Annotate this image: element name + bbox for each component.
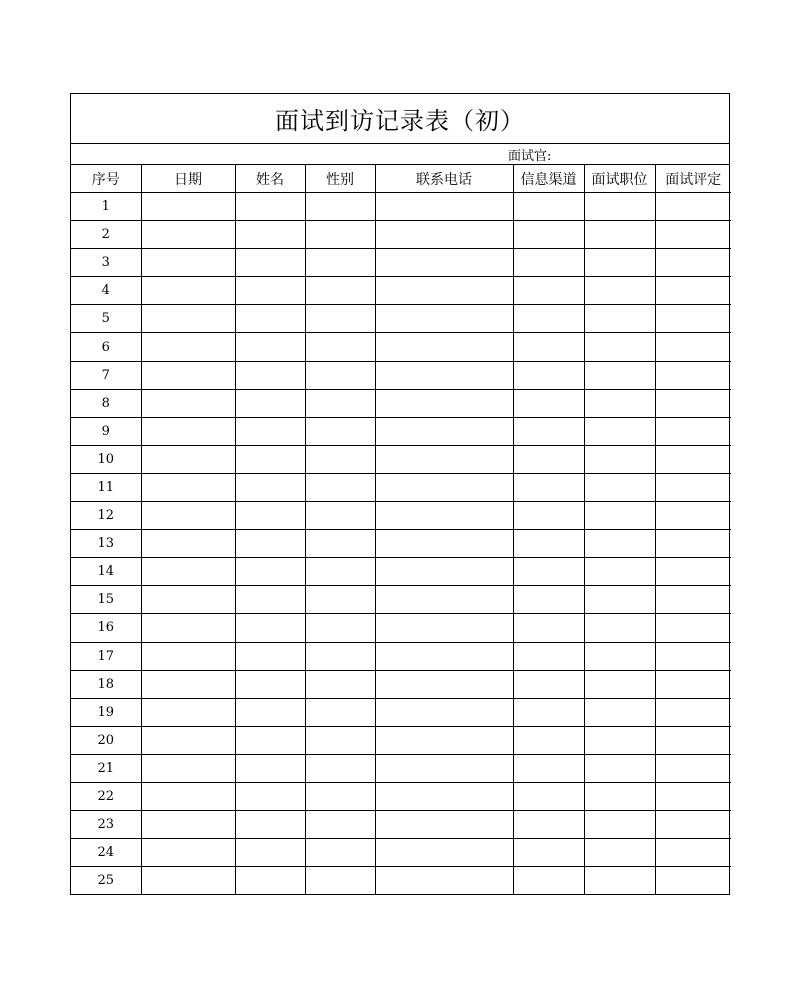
evaluation-cell[interactable] — [655, 389, 731, 417]
row-number: 8 — [71, 389, 141, 417]
date-cell[interactable] — [141, 530, 235, 558]
channel-cell[interactable] — [513, 502, 584, 530]
evaluation-cell[interactable] — [655, 333, 731, 361]
channel-cell[interactable] — [513, 754, 584, 782]
channel-cell[interactable] — [513, 698, 584, 726]
row-number: 14 — [71, 558, 141, 586]
channel-cell[interactable] — [513, 277, 584, 305]
table-row — [71, 558, 731, 586]
row-number: 24 — [71, 839, 141, 867]
gender-cell[interactable] — [305, 782, 375, 810]
date-cell[interactable] — [141, 305, 235, 333]
interview-record-sheet — [70, 93, 730, 895]
row-number: 3 — [71, 249, 141, 277]
channel-cell[interactable] — [513, 445, 584, 473]
position-cell[interactable] — [584, 361, 655, 389]
position-cell[interactable] — [584, 445, 655, 473]
row-number: 19 — [71, 698, 141, 726]
position-cell[interactable] — [584, 839, 655, 867]
position-cell[interactable] — [584, 698, 655, 726]
sheet-title: 面试到访记录表（初） — [71, 94, 729, 144]
evaluation-cell[interactable] — [655, 642, 731, 670]
channel-cell[interactable] — [513, 586, 584, 614]
name-cell[interactable] — [235, 558, 305, 586]
evaluation-cell[interactable] — [655, 811, 731, 839]
name-cell[interactable] — [235, 586, 305, 614]
row-number: 20 — [71, 726, 141, 754]
evaluation-cell[interactable] — [655, 726, 731, 754]
date-cell[interactable] — [141, 726, 235, 754]
phone-cell[interactable] — [375, 839, 513, 867]
date-cell[interactable] — [141, 277, 235, 305]
phone-cell[interactable] — [375, 726, 513, 754]
evaluation-cell[interactable] — [655, 473, 731, 501]
record-table — [71, 165, 731, 894]
gender-cell[interactable] — [305, 530, 375, 558]
channel-cell[interactable] — [513, 530, 584, 558]
row-number: 9 — [71, 417, 141, 445]
row-number: 18 — [71, 670, 141, 698]
phone-cell[interactable] — [375, 221, 513, 249]
phone-cell[interactable] — [375, 473, 513, 501]
evaluation-cell[interactable] — [655, 586, 731, 614]
name-cell[interactable] — [235, 754, 305, 782]
table-row — [71, 811, 731, 839]
channel-cell[interactable] — [513, 249, 584, 277]
table-row — [71, 839, 731, 867]
gender-cell[interactable] — [305, 642, 375, 670]
position-cell[interactable] — [584, 277, 655, 305]
date-cell[interactable] — [141, 502, 235, 530]
gender-cell[interactable] — [305, 305, 375, 333]
phone-cell[interactable] — [375, 558, 513, 586]
table-row — [71, 726, 731, 754]
position-cell[interactable] — [584, 670, 655, 698]
row-number: 12 — [71, 502, 141, 530]
table-row — [71, 333, 731, 361]
position-cell[interactable] — [584, 867, 655, 895]
row-number: 23 — [71, 811, 141, 839]
date-cell[interactable] — [141, 473, 235, 501]
date-cell[interactable] — [141, 754, 235, 782]
table-row — [71, 670, 731, 698]
phone-cell[interactable] — [375, 193, 513, 221]
table-row — [71, 249, 731, 277]
name-cell[interactable] — [235, 698, 305, 726]
evaluation-cell[interactable] — [655, 754, 731, 782]
position-cell[interactable] — [584, 193, 655, 221]
channel-cell[interactable] — [513, 361, 584, 389]
gender-cell[interactable] — [305, 698, 375, 726]
header-serial: 序号 — [71, 165, 141, 193]
header-phone: 联系电话 — [375, 165, 513, 193]
table-row — [71, 586, 731, 614]
channel-cell[interactable] — [513, 670, 584, 698]
name-cell[interactable] — [235, 726, 305, 754]
position-cell[interactable] — [584, 782, 655, 810]
header-date: 日期 — [141, 165, 235, 193]
table-row — [71, 193, 731, 221]
table-row — [71, 782, 731, 810]
channel-cell[interactable] — [513, 193, 584, 221]
date-cell[interactable] — [141, 642, 235, 670]
phone-cell[interactable] — [375, 782, 513, 810]
phone-cell[interactable] — [375, 586, 513, 614]
table-row — [71, 614, 731, 642]
evaluation-cell[interactable] — [655, 670, 731, 698]
table-row — [71, 698, 731, 726]
header-position: 面试职位 — [584, 165, 655, 193]
gender-cell[interactable] — [305, 389, 375, 417]
evaluation-cell[interactable] — [655, 277, 731, 305]
gender-cell[interactable] — [305, 473, 375, 501]
phone-cell[interactable] — [375, 502, 513, 530]
name-cell[interactable] — [235, 839, 305, 867]
gender-cell[interactable] — [305, 558, 375, 586]
name-cell[interactable] — [235, 221, 305, 249]
evaluation-cell[interactable] — [655, 698, 731, 726]
date-cell[interactable] — [141, 361, 235, 389]
name-cell[interactable] — [235, 333, 305, 361]
channel-cell[interactable] — [513, 333, 584, 361]
table-row — [71, 221, 731, 249]
table-row — [71, 867, 731, 895]
table-row — [71, 473, 731, 501]
position-cell[interactable] — [584, 642, 655, 670]
date-cell[interactable] — [141, 867, 235, 895]
channel-cell[interactable] — [513, 811, 584, 839]
row-number: 4 — [71, 277, 141, 305]
header-name: 姓名 — [235, 165, 305, 193]
date-cell[interactable] — [141, 670, 235, 698]
evaluation-cell[interactable] — [655, 305, 731, 333]
gender-cell[interactable] — [305, 502, 375, 530]
position-cell[interactable] — [584, 333, 655, 361]
evaluation-cell[interactable] — [655, 502, 731, 530]
gender-cell[interactable] — [305, 839, 375, 867]
position-cell[interactable] — [584, 726, 655, 754]
gender-cell[interactable] — [305, 867, 375, 895]
name-cell[interactable] — [235, 530, 305, 558]
evaluation-cell[interactable] — [655, 221, 731, 249]
date-cell[interactable] — [141, 417, 235, 445]
position-cell[interactable] — [584, 473, 655, 501]
position-cell[interactable] — [584, 249, 655, 277]
row-number: 6 — [71, 333, 141, 361]
row-number: 21 — [71, 754, 141, 782]
position-cell[interactable] — [584, 811, 655, 839]
phone-cell[interactable] — [375, 698, 513, 726]
date-cell[interactable] — [141, 333, 235, 361]
position-cell[interactable] — [584, 558, 655, 586]
name-cell[interactable] — [235, 389, 305, 417]
header-gender: 性别 — [305, 165, 375, 193]
row-number: 5 — [71, 305, 141, 333]
name-cell[interactable] — [235, 811, 305, 839]
date-cell[interactable] — [141, 782, 235, 810]
header-channel: 信息渠道 — [513, 165, 584, 193]
phone-cell[interactable] — [375, 754, 513, 782]
interviewer-row — [71, 144, 729, 165]
date-cell[interactable] — [141, 586, 235, 614]
phone-cell[interactable] — [375, 642, 513, 670]
table-row — [71, 389, 731, 417]
row-number: 13 — [71, 530, 141, 558]
phone-cell[interactable] — [375, 530, 513, 558]
gender-cell[interactable] — [305, 361, 375, 389]
channel-cell[interactable] — [513, 614, 584, 642]
name-cell[interactable] — [235, 867, 305, 895]
name-cell[interactable] — [235, 445, 305, 473]
evaluation-cell[interactable] — [655, 361, 731, 389]
position-cell[interactable] — [584, 305, 655, 333]
channel-cell[interactable] — [513, 305, 584, 333]
phone-cell[interactable] — [375, 277, 513, 305]
evaluation-cell[interactable] — [655, 558, 731, 586]
gender-cell[interactable] — [305, 333, 375, 361]
position-cell[interactable] — [584, 502, 655, 530]
phone-cell[interactable] — [375, 867, 513, 895]
row-number: 17 — [71, 642, 141, 670]
date-cell[interactable] — [141, 614, 235, 642]
gender-cell[interactable] — [305, 249, 375, 277]
gender-cell[interactable] — [305, 754, 375, 782]
date-cell[interactable] — [141, 839, 235, 867]
evaluation-cell[interactable] — [655, 614, 731, 642]
channel-cell[interactable] — [513, 417, 584, 445]
evaluation-cell[interactable] — [655, 839, 731, 867]
table-row — [71, 754, 731, 782]
row-number: 11 — [71, 473, 141, 501]
header-evaluation: 面试评定 — [655, 165, 731, 193]
gender-cell[interactable] — [305, 221, 375, 249]
phone-cell[interactable] — [375, 249, 513, 277]
gender-cell[interactable] — [305, 586, 375, 614]
table-row — [71, 361, 731, 389]
name-cell[interactable] — [235, 277, 305, 305]
date-cell[interactable] — [141, 698, 235, 726]
channel-cell[interactable] — [513, 389, 584, 417]
date-cell[interactable] — [141, 558, 235, 586]
table-row — [71, 277, 731, 305]
phone-cell[interactable] — [375, 670, 513, 698]
evaluation-cell[interactable] — [655, 782, 731, 810]
name-cell[interactable] — [235, 502, 305, 530]
name-cell[interactable] — [235, 193, 305, 221]
row-number: 15 — [71, 586, 141, 614]
table-row — [71, 305, 731, 333]
row-number: 10 — [71, 445, 141, 473]
date-cell[interactable] — [141, 221, 235, 249]
header-row — [71, 165, 731, 193]
phone-cell[interactable] — [375, 417, 513, 445]
interviewer-label: 面试官: — [508, 149, 552, 164]
channel-cell[interactable] — [513, 473, 584, 501]
evaluation-cell[interactable] — [655, 445, 731, 473]
name-cell[interactable] — [235, 249, 305, 277]
channel-cell[interactable] — [513, 642, 584, 670]
table-row — [71, 417, 731, 445]
evaluation-cell[interactable] — [655, 193, 731, 221]
name-cell[interactable] — [235, 614, 305, 642]
phone-cell[interactable] — [375, 305, 513, 333]
gender-cell[interactable] — [305, 417, 375, 445]
table-row — [71, 642, 731, 670]
position-cell[interactable] — [584, 389, 655, 417]
phone-cell[interactable] — [375, 333, 513, 361]
table-row — [71, 502, 731, 530]
channel-cell[interactable] — [513, 726, 584, 754]
gender-cell[interactable] — [305, 193, 375, 221]
name-cell[interactable] — [235, 642, 305, 670]
date-cell[interactable] — [141, 193, 235, 221]
gender-cell[interactable] — [305, 614, 375, 642]
row-number: 7 — [71, 361, 141, 389]
phone-cell[interactable] — [375, 445, 513, 473]
row-number: 22 — [71, 782, 141, 810]
gender-cell[interactable] — [305, 726, 375, 754]
position-cell[interactable] — [584, 530, 655, 558]
channel-cell[interactable] — [513, 867, 584, 895]
gender-cell[interactable] — [305, 277, 375, 305]
phone-cell[interactable] — [375, 389, 513, 417]
row-number: 2 — [71, 221, 141, 249]
channel-cell[interactable] — [513, 558, 584, 586]
gender-cell[interactable] — [305, 811, 375, 839]
position-cell[interactable] — [584, 614, 655, 642]
position-cell[interactable] — [584, 754, 655, 782]
name-cell[interactable] — [235, 473, 305, 501]
table-row — [71, 445, 731, 473]
name-cell[interactable] — [235, 305, 305, 333]
table-row — [71, 530, 731, 558]
evaluation-cell[interactable] — [655, 867, 731, 895]
date-cell[interactable] — [141, 811, 235, 839]
date-cell[interactable] — [141, 249, 235, 277]
phone-cell[interactable] — [375, 614, 513, 642]
gender-cell[interactable] — [305, 670, 375, 698]
name-cell[interactable] — [235, 361, 305, 389]
channel-cell[interactable] — [513, 221, 584, 249]
row-number: 1 — [71, 193, 141, 221]
evaluation-cell[interactable] — [655, 249, 731, 277]
evaluation-cell[interactable] — [655, 530, 731, 558]
gender-cell[interactable] — [305, 445, 375, 473]
channel-cell[interactable] — [513, 839, 584, 867]
name-cell[interactable] — [235, 417, 305, 445]
date-cell[interactable] — [141, 445, 235, 473]
position-cell[interactable] — [584, 417, 655, 445]
position-cell[interactable] — [584, 586, 655, 614]
row-number: 25 — [71, 867, 141, 895]
name-cell[interactable] — [235, 670, 305, 698]
date-cell[interactable] — [141, 389, 235, 417]
phone-cell[interactable] — [375, 361, 513, 389]
channel-cell[interactable] — [513, 782, 584, 810]
phone-cell[interactable] — [375, 811, 513, 839]
row-number: 16 — [71, 614, 141, 642]
evaluation-cell[interactable] — [655, 417, 731, 445]
name-cell[interactable] — [235, 782, 305, 810]
position-cell[interactable] — [584, 221, 655, 249]
